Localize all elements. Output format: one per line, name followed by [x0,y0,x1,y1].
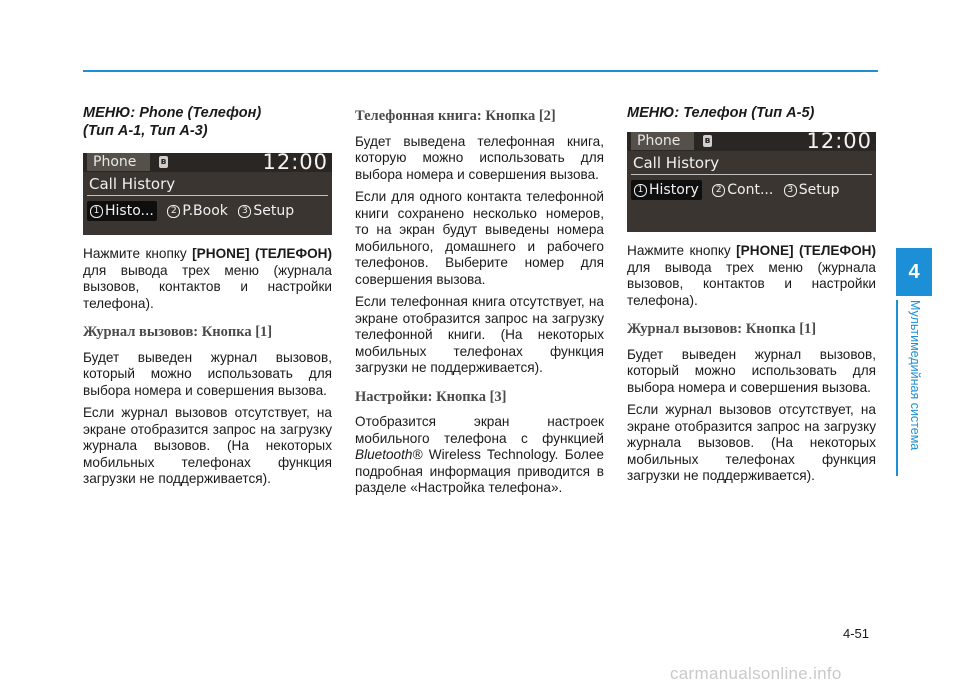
paragraph: Будет выведен журнал вызовов, который можно использовать для выбора номера и совершения вызова. [83,349,332,398]
phone-tab: Phone [87,153,150,171]
chapter-label: Мультимедийная система [908,300,922,451]
phone-screen-a1 [83,153,332,235]
paragraph: Если телефонная книга отсутствует, на экране отобразится запрос на загрузку телефонной книги. (На некоторых мобильных телефонах функция загрузки не поддерживается). [355,294,604,375]
menu-item-history[interactable]: 1 Histo... [87,201,157,221]
clock: 12:00 [806,132,872,153]
paragraph: Если для одного контакта телефонной книги сохранено несколько номеров, то на экран будут выведены номера мобильного, домашнего и рабочего телефонов. Выберите номер для совершения вызова. [355,189,604,287]
menu-item-setup[interactable]: 3 Setup [238,201,294,221]
column-1 [83,104,332,494]
paragraph: Отобразится экран настроек мобильного телефона с функцией Bluetooth® Wireless Technology. Более подробная информация приводится в разделе «Настройка телефона». [355,414,604,495]
subheading-phonebook: Телефонная книга: Кнопка [2] [355,108,556,124]
subheading-call-history: Журнал вызовов: Кнопка [1] [627,321,817,337]
menu-item-history[interactable]: 1 History [631,180,702,200]
call-history-title: Call History [89,175,176,193]
intro-paragraph: Нажмите кнопку [PHONE] (ТЕЛЕФОН) для вывода трех меню (журнала вызовов, контактов и настройки телефона). [627,243,876,308]
phone-tab: Phone [631,132,694,150]
intro-paragraph: Нажмите кнопку [PHONE] (ТЕЛЕФОН) для вывода трех меню (журнала вызовов, контактов и настройки телефона). [83,246,332,311]
bluetooth-icon: ʙ [704,136,711,146]
screen-menu [631,180,874,200]
paragraph: Будет выведен журнал вызовов, который можно использовать для выбора номера и совершения вызова. [627,346,876,395]
menu-item-setup[interactable]: 3 Setup [784,180,840,200]
screen-menu [87,201,330,221]
subheading-call-history: Журнал вызовов: Кнопка [1] [83,324,273,340]
section-heading-phone-a5: МЕНЮ: Телефон (Тип A-5) [627,105,815,121]
paragraph: Если журнал вызовов отсутствует, на экране отобразится запрос на загрузку журнала вызовов. (На некоторых мобильных телефонах функция загрузки не поддерживается). [83,405,332,486]
subheading-settings: Настройки: Кнопка [3] [355,388,507,405]
section-heading-phone-a1-a3: МЕНЮ: Phone (Телефон) (Тип A-1, Тип A-3) [83,105,262,139]
bluetooth-icon: ʙ [160,157,167,167]
chapter-tab: 4 [896,248,932,296]
call-history-title: Call History [633,154,720,172]
column-2 [355,108,604,503]
menu-item-phonebook[interactable]: 2 P.Book [167,201,228,221]
paragraph: Будет выведена телефонная книга, которую можно использовать для выбора номера и совершения вызова. [355,133,604,182]
menu-item-contacts[interactable]: 2 Cont... [712,180,773,200]
watermark: carmanualsonline.info [670,664,842,683]
phone-screen-a5 [627,132,876,232]
screen-divider [631,174,872,175]
top-rule [83,70,878,72]
page-number: 4-51 [843,626,870,641]
column-3 [627,104,876,491]
screen-divider [87,195,328,196]
paragraph: Если журнал вызовов отсутствует, на экране отобразится запрос на загрузку журнала вызовов. (На некоторых мобильных телефонах функция загрузки не поддерживается). [627,402,876,483]
clock: 12:00 [262,153,328,174]
